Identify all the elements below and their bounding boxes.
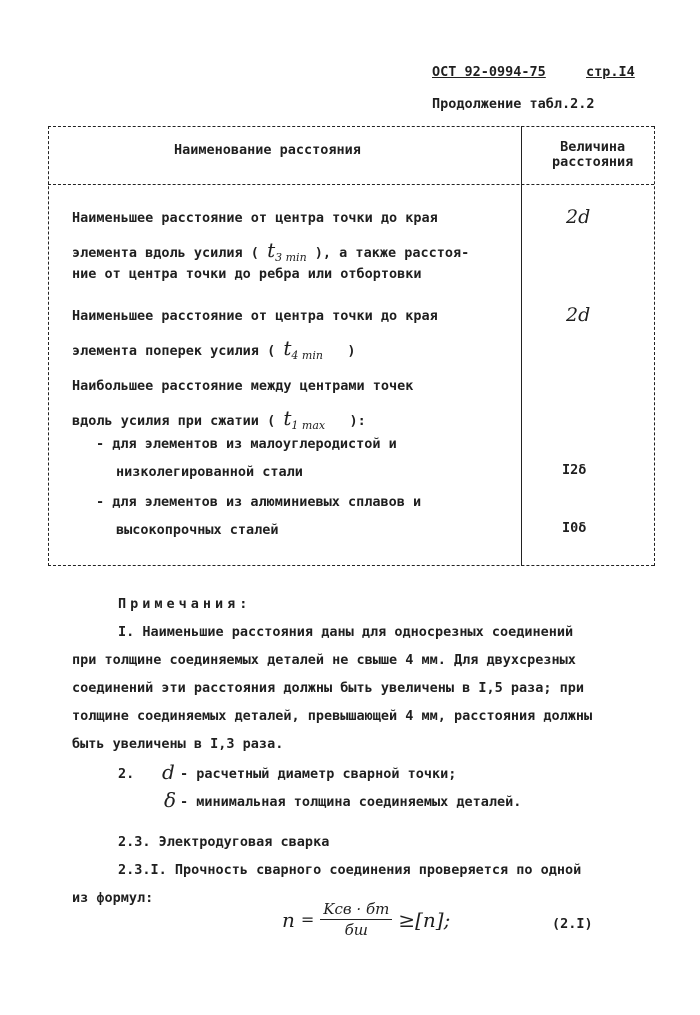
column-header-value (552, 140, 633, 170)
row-text-line: ние от центра точки до ребра или отбортовки (72, 266, 422, 282)
table-header-separator (48, 184, 654, 185)
formula-fraction (320, 900, 392, 939)
row-text-line: Наименьшее расстояние от центра точки до края (72, 210, 438, 226)
row-text-line: вдоль усилия при сжатии ( $t_{1 max}$ ): (72, 406, 366, 432)
note-1-line: при толщине соединяемых деталей не свыше 4 мм. Для двухсрезных (72, 652, 576, 668)
symbol-t: t (283, 336, 292, 360)
section-heading: 2.3. Электродуговая сварка (118, 834, 330, 850)
table-column-divider (521, 126, 522, 566)
note-2-text-d: - расчетный диаметр сварной точки; (180, 766, 457, 782)
column-header-value-line1: Величина (560, 139, 626, 155)
formula-denominator: бш (344, 921, 368, 939)
formula: n = $\frac{\text{Kсв · бт}}{бш}$ ≥[n]; (282, 900, 451, 939)
note-2-text-delta: - минимальная толщина соединяемых деталей. (180, 794, 522, 810)
list-item-line: высокопрочных сталей (116, 522, 279, 538)
row-text-line: Наименьшее расстояние от центра точки до края (72, 308, 438, 324)
note-1-line: соединений эти расстояния должны быть увеличены в I,5 раза; при (72, 680, 585, 696)
list-item-line: - для элементов из малоуглеродистой и (96, 436, 397, 452)
formula-rhs: ≥[n]; (398, 907, 451, 932)
note-1-line: I. Наименьшие расстояния даны для односрезных соединений (118, 624, 574, 640)
row-value: 2d (566, 206, 591, 228)
row-value: I0δ (562, 520, 587, 536)
list-item-line: низколегированной стали (116, 464, 303, 480)
note-2-symbol-d: d (162, 760, 175, 784)
table-top-border (48, 126, 654, 127)
symbol-t: t (267, 238, 276, 262)
section-paragraph-line: из формул: (72, 890, 154, 906)
table-continuation: Продолжение табл.2.2 (432, 96, 595, 112)
symbol-subscript: 3 min (275, 251, 307, 264)
formula-number: (2.I) (552, 916, 593, 932)
formula-lhs: n (282, 907, 295, 932)
document-code: ОСТ 92-0994-75 (432, 64, 546, 80)
table-right-border (654, 126, 655, 566)
table-bottom-border (48, 565, 654, 566)
page-number: стр.I4 (586, 64, 635, 80)
column-header-name: Наименование расстояния (174, 142, 361, 158)
note-1-line: толщине соединяемых деталей, превышающей 4 мм, расстояния должны (72, 708, 593, 724)
table-left-border (48, 126, 49, 566)
note-1-line: быть увеличены в I,3 раза. (72, 736, 284, 752)
row-value: I2δ (562, 462, 587, 478)
row-value: 2d (566, 304, 591, 326)
list-item-line: - для элементов из алюминиевых сплавов и (96, 494, 422, 510)
row-text-line: элемента поперек усилия ( $t_{4 min}$ ) (72, 336, 356, 362)
row-text-line: элемента вдоль усилия ( $t_{3 min}$ ), а также расстоя- (72, 238, 470, 264)
note-2-symbol-delta: δ (164, 788, 177, 812)
symbol-t: t (283, 406, 292, 430)
formula-numerator: Kсв · бт (320, 900, 392, 920)
section-paragraph-line: 2.3.I. Прочность сварного соединения проверяется по одной (118, 862, 582, 878)
notes-title: Примечания: (118, 596, 252, 612)
row-text-line: Наибольшее расстояние между центрами точек (72, 378, 414, 394)
note-2-number: 2. (118, 766, 135, 782)
symbol-subscript: 4 min (291, 349, 323, 362)
symbol-subscript: 1 max (291, 419, 326, 432)
column-header-value-line2: расстояния (552, 154, 634, 170)
